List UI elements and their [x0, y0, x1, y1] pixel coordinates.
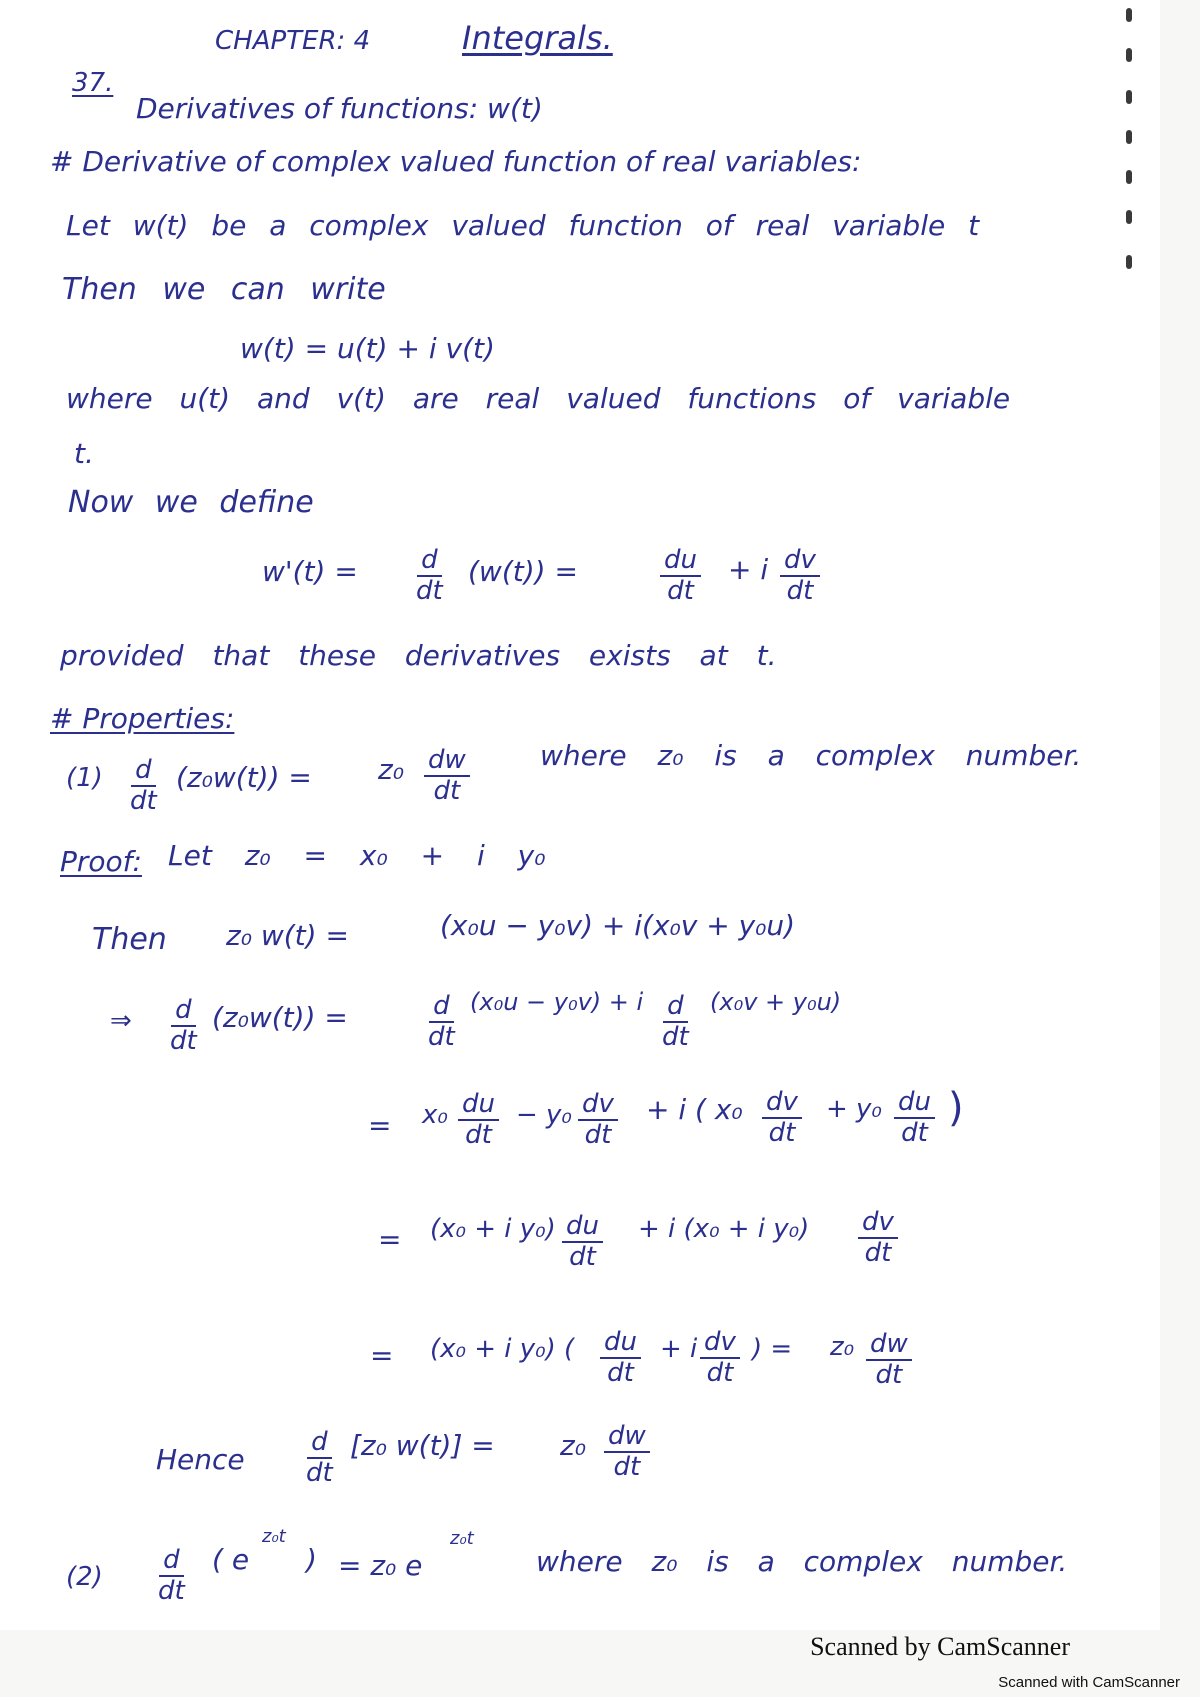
step1-rhs-2: (x₀v + y₀u) — [710, 988, 842, 1016]
then-lhs: z₀ w(t) = — [226, 919, 349, 952]
step2-plus-i-x0: + i ( x₀ — [646, 1093, 743, 1126]
fraction-numerator: d — [663, 992, 688, 1023]
fraction-numerator: dv — [780, 546, 820, 577]
step4-factor: (x₀ + i y₀) ( — [430, 1334, 575, 1364]
property-1-rhs: z₀ — [378, 753, 404, 786]
step2-close-paren: ) — [948, 1085, 964, 1131]
step1-arg: (z₀w(t)) = — [212, 1001, 348, 1034]
step4-plus-i: + i — [660, 1334, 698, 1364]
step2-equals: = — [368, 1109, 392, 1142]
then-label: Then — [92, 922, 167, 957]
fraction-dw-dt — [424, 746, 470, 805]
fraction-numerator: du — [660, 546, 701, 577]
hence-arg: [z₀ w(t)] = — [350, 1429, 495, 1462]
equation-w-def: w(t) = u(t) + i v(t) — [240, 332, 495, 365]
fraction-du-dt — [894, 1088, 935, 1147]
step4-close: ) = — [752, 1334, 793, 1364]
fraction-numerator: du — [562, 1212, 603, 1243]
binding-hole — [1126, 255, 1132, 269]
step4-z0: z₀ — [830, 1332, 855, 1362]
fraction-dv-dt — [762, 1088, 802, 1147]
property-2-arg: ( e — [212, 1543, 250, 1576]
fraction-numerator: d — [307, 1428, 332, 1459]
step2-plus-y0: + y₀ — [826, 1094, 882, 1124]
chapter-title: Integrals. — [462, 19, 613, 57]
spiral-binding — [1120, 0, 1132, 300]
fraction-dv-dt — [858, 1208, 898, 1267]
binding-hole — [1126, 8, 1132, 22]
binding-hole — [1126, 210, 1132, 224]
fraction-numerator: dv — [578, 1090, 618, 1121]
fraction-denominator: dt — [130, 785, 157, 816]
fraction-d-dt — [158, 1546, 185, 1605]
fraction-numerator: dw — [604, 1422, 650, 1453]
text-line-4: t. — [74, 437, 94, 470]
fraction-d-dt — [170, 996, 197, 1055]
step3-factor: (x₀ + i y₀) — [430, 1214, 556, 1244]
properties-heading: # Properties: — [50, 702, 235, 735]
fraction-numerator: d — [131, 756, 156, 787]
fraction-denominator: dt — [667, 575, 694, 606]
step2-minus-y0: − y₀ — [516, 1100, 572, 1130]
fraction-numerator: du — [894, 1088, 935, 1119]
binding-hole — [1126, 90, 1132, 104]
hence-rhs: z₀ — [560, 1429, 586, 1462]
fraction-denominator: dt — [170, 1025, 197, 1056]
proof-let: Let z₀ = x₀ + i y₀ — [168, 839, 546, 872]
chapter-label: CHAPTER: 4 — [215, 26, 371, 56]
scanned-by-watermark: Scanned by CamScanner — [810, 1632, 1070, 1661]
binding-hole — [1126, 48, 1132, 62]
section-heading: Derivatives of functions: w(t) — [136, 92, 543, 125]
fraction-denominator: dt — [864, 1237, 892, 1268]
fraction-numerator: dw — [424, 746, 470, 777]
property-2-label: (2) — [66, 1562, 103, 1592]
text-line-5: Now we define — [68, 485, 314, 520]
fraction-denominator: dt — [706, 1357, 734, 1388]
fraction-denominator: dt — [584, 1119, 612, 1150]
hence-label: Hence — [156, 1443, 245, 1476]
text-line-1: Let w(t) be a complex valued function of real variable t — [66, 209, 980, 242]
property-2-where: where z₀ is a complex number. — [536, 1545, 1068, 1578]
text-line-6: provided that these derivatives exists at t. — [60, 639, 777, 672]
fraction-denominator: dt — [306, 1457, 333, 1488]
step4-equals: = — [370, 1339, 394, 1372]
binding-hole — [1126, 130, 1132, 144]
fraction-d-dt — [130, 756, 157, 815]
fraction-denominator: dt — [786, 575, 814, 606]
fraction-du-dt — [600, 1328, 641, 1387]
property-1-where: where z₀ is a complex number. — [540, 739, 1082, 772]
fraction-denominator: dt — [569, 1241, 596, 1272]
step2-x0: x₀ — [422, 1100, 448, 1130]
definition-heading: # Derivative of complex valued function of real variables: — [50, 145, 862, 178]
fraction-dw-dt — [604, 1422, 650, 1481]
fraction-denominator: dt — [662, 1021, 689, 1052]
fraction-numerator: dv — [858, 1208, 898, 1239]
fraction-d-dt — [306, 1428, 333, 1487]
binding-hole — [1126, 170, 1132, 184]
property-2-rhs: = z₀ e — [338, 1549, 423, 1582]
step1-rhs-1: (x₀u − y₀v) + i — [470, 988, 644, 1016]
fraction-d-dt — [428, 992, 455, 1051]
fraction-numerator: du — [600, 1328, 641, 1359]
fraction-denominator: dt — [428, 1021, 455, 1052]
fraction-dv-dt — [780, 546, 820, 605]
fraction-denominator: dt — [158, 1575, 185, 1606]
fraction-du-dt — [458, 1090, 499, 1149]
fraction-denominator: dt — [901, 1117, 928, 1148]
fraction-du-dt — [660, 546, 701, 605]
fraction-numerator: dw — [866, 1330, 912, 1361]
fraction-dv-dt — [700, 1328, 740, 1387]
fraction-dw-dt — [866, 1330, 912, 1389]
text-line-3: where u(t) and v(t) are real valued functions of variable — [66, 382, 1011, 415]
property-1-arg: (z₀w(t)) = — [176, 761, 312, 794]
fraction-dv-dt — [578, 1090, 618, 1149]
fraction-numerator: d — [429, 992, 454, 1023]
fraction-numerator: d — [417, 546, 442, 577]
fraction-denominator: dt — [433, 775, 461, 806]
property-2-exponent: z₀t — [262, 1526, 286, 1547]
implies-arrow: ⇒ — [110, 1006, 132, 1036]
text-line-2: Then we can write — [62, 272, 386, 307]
section-number: 37. — [72, 68, 114, 98]
property-2-rhs-exponent: z₀t — [450, 1528, 474, 1549]
derivative-lhs: w'(t) = — [262, 555, 358, 588]
fraction-numerator: d — [171, 996, 196, 1027]
fraction-du-dt — [562, 1212, 603, 1271]
scanned-with-watermark: Scanned with CamScanner — [998, 1674, 1180, 1691]
property-2-close: ) — [306, 1543, 317, 1576]
proof-label: Proof: — [60, 845, 142, 878]
then-rhs: (x₀u − y₀v) + i(x₀v + y₀u) — [440, 909, 796, 942]
derivative-middle: (w(t)) = — [468, 555, 578, 588]
fraction-denominator: dt — [768, 1117, 796, 1148]
fraction-numerator: dv — [700, 1328, 740, 1359]
step3-plus-i-factor: + i (x₀ + i y₀) — [638, 1214, 810, 1244]
fraction-denominator: dt — [416, 575, 443, 606]
fraction-denominator: dt — [875, 1359, 903, 1390]
fraction-denominator: dt — [613, 1451, 641, 1482]
fraction-numerator: d — [159, 1546, 184, 1577]
fraction-denominator: dt — [465, 1119, 492, 1150]
fraction-denominator: dt — [607, 1357, 634, 1388]
step3-equals: = — [378, 1223, 402, 1256]
fraction-numerator: du — [458, 1090, 499, 1121]
fraction-d-dt — [662, 992, 689, 1051]
property-1-label: (1) — [66, 763, 103, 793]
fraction-d-dt — [416, 546, 443, 605]
fraction-numerator: dv — [762, 1088, 802, 1119]
plus-i: + i — [728, 553, 769, 586]
